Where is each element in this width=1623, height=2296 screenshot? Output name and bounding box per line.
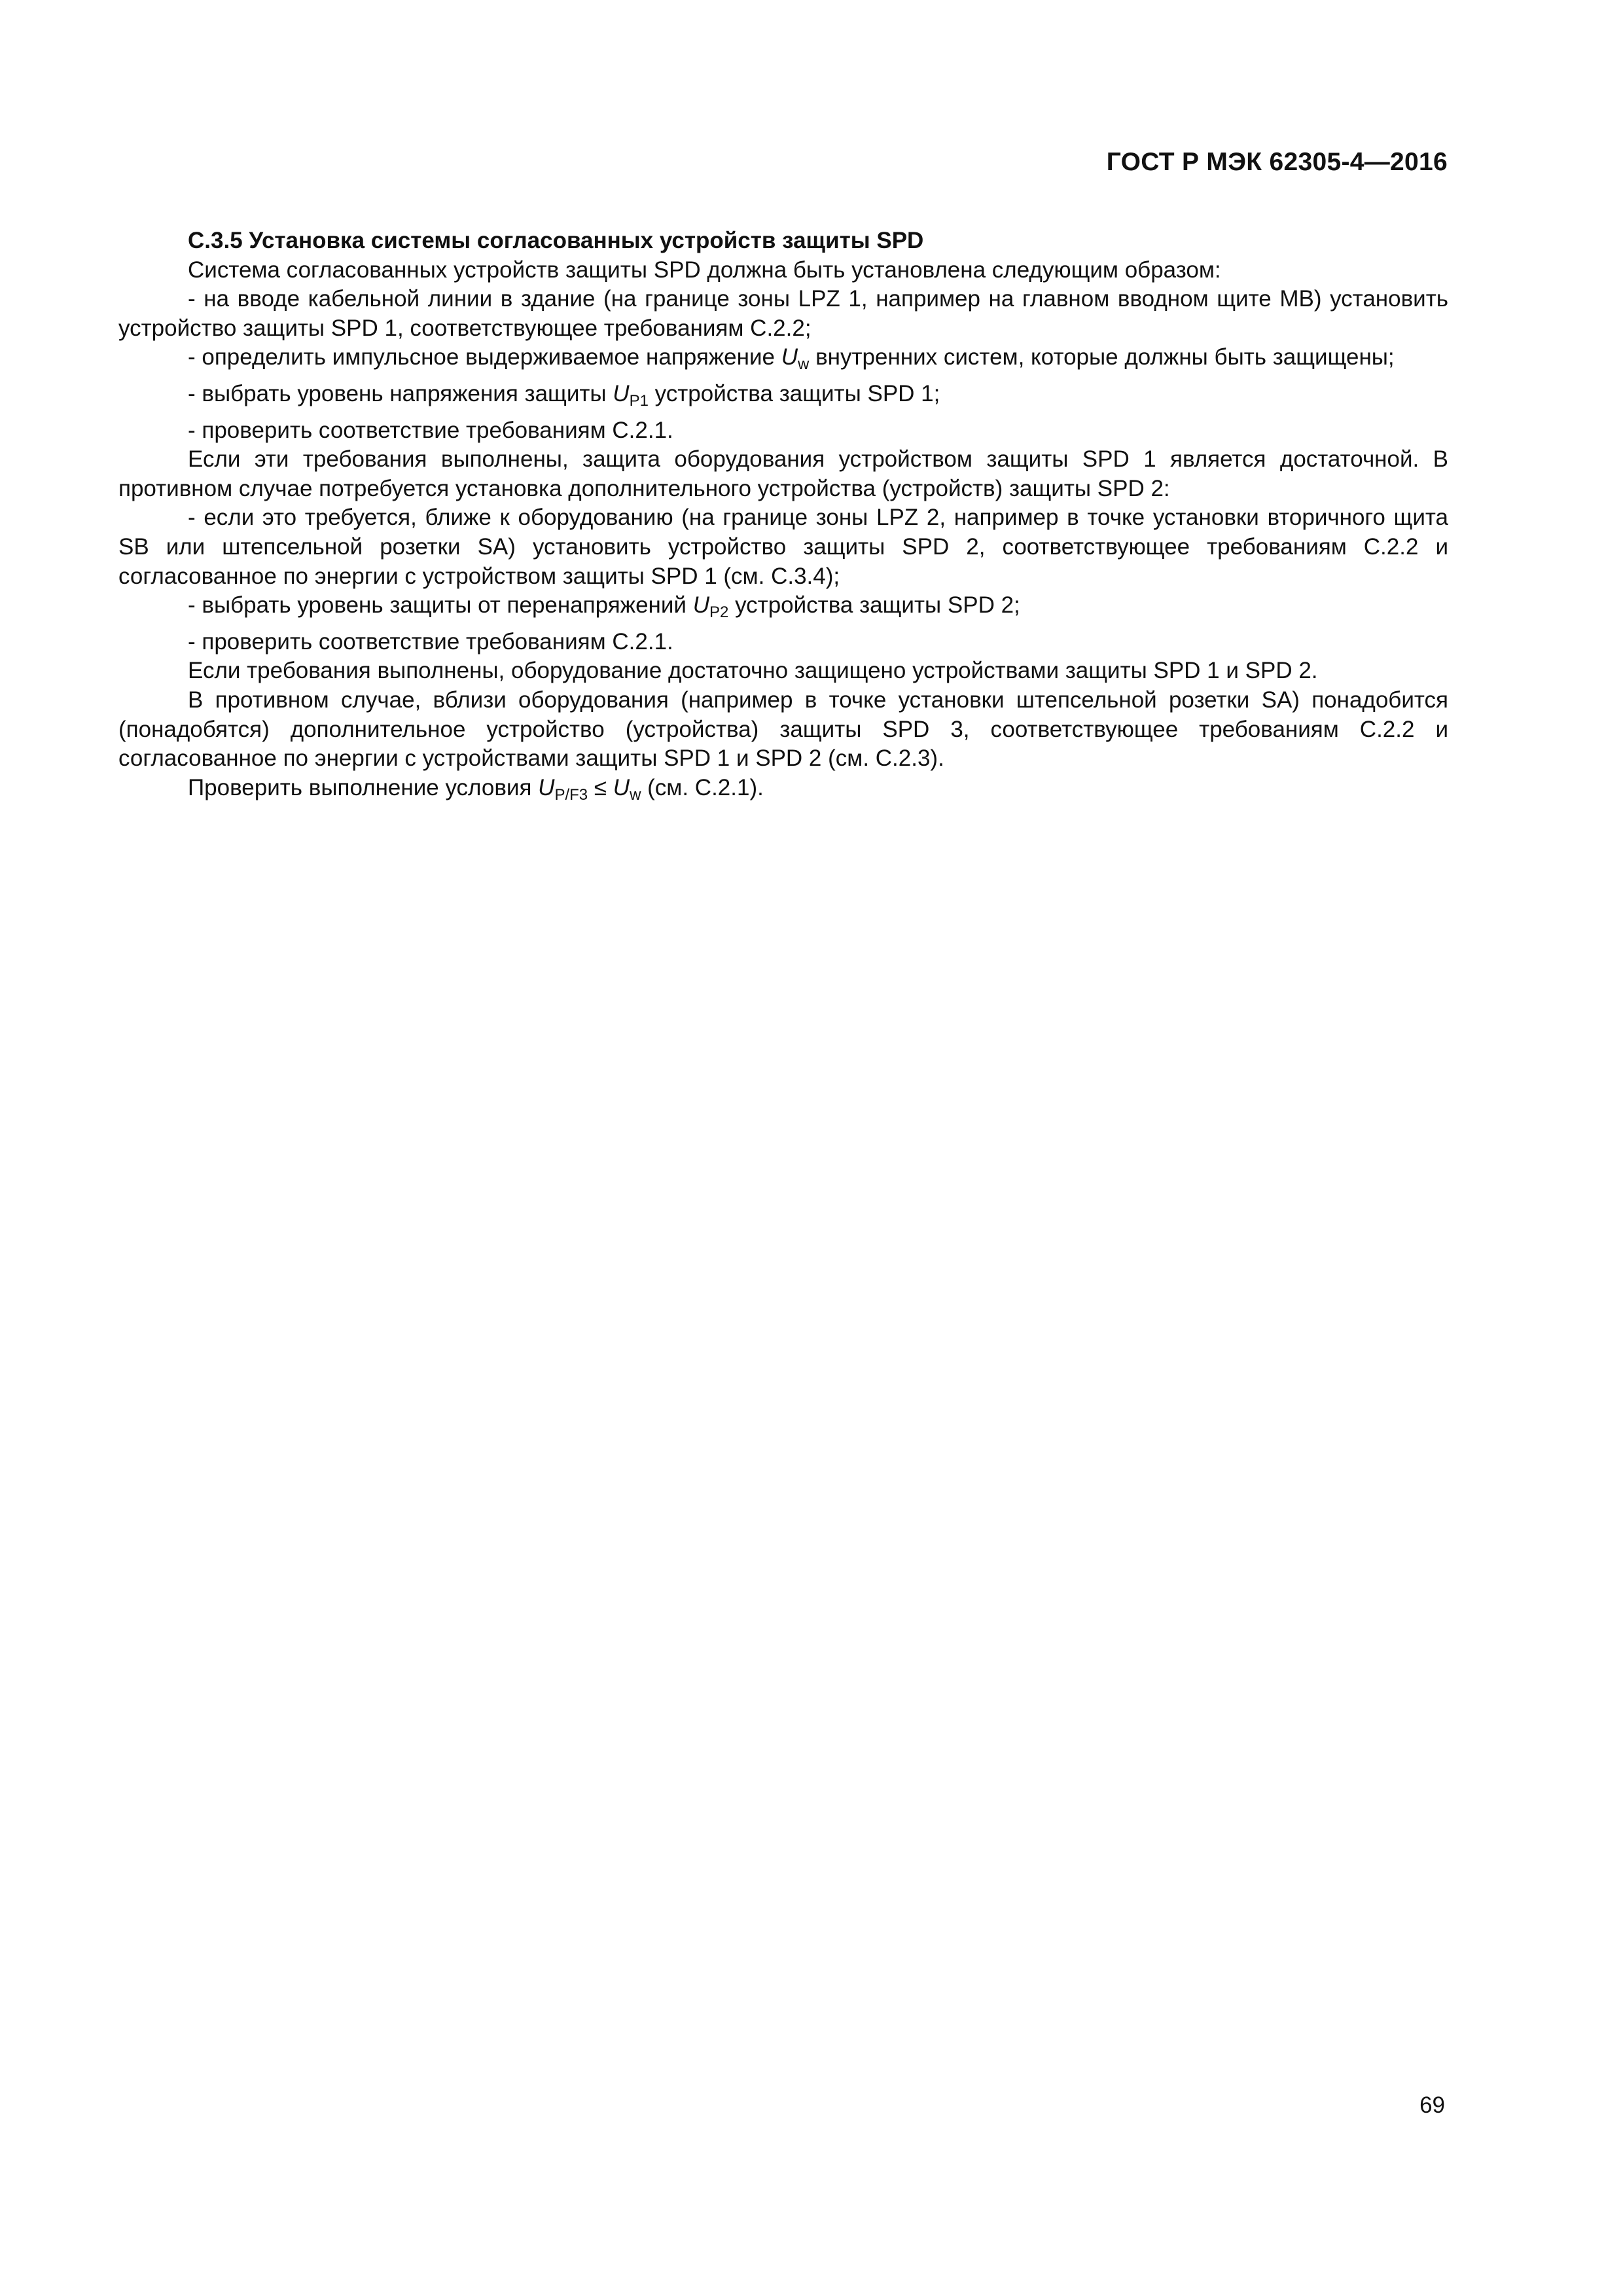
variable-u: U (692, 592, 709, 619)
text: внутренних систем, которые должны быть защищены; (809, 344, 1395, 370)
subscript: P2 (709, 603, 729, 622)
text: - выбрать уровень защиты от перенапряжений (188, 592, 693, 619)
text: устройства защиты SPD 2; (728, 592, 1020, 619)
list-item-check: - проверить соответствие требованиям С.2.1. (188, 628, 673, 655)
document-header: ГОСТ Р МЭК 62305-4—2016 (1106, 148, 1448, 176)
list-item-up2 (118, 591, 1448, 628)
paragraph-spd1: Если эти требования выполнены, защита оборудования устройством защиты SPD 1 является достаточной. В противном случае потребуется установка дополнительного устройства (устройств) защиты SPD 2: (118, 446, 1448, 501)
text: ≤ (588, 774, 613, 800)
section-body (118, 226, 1448, 810)
subscript: P1 (629, 391, 649, 410)
paragraph-spd12: Если требования выполнены, оборудование достаточно защищено устройствами защиты SPD 1 и SPD 2. (188, 658, 1318, 684)
list-item-uw (118, 343, 1448, 380)
section-heading: С.3.5 Установка системы согласованных устройств защиты SPD (188, 228, 924, 253)
final-condition (118, 774, 1448, 810)
text: Проверить выполнение условия (188, 774, 539, 800)
intro-paragraph: Система согласованных устройств защиты SPD должна быть установлена следующим образом: (188, 257, 1221, 283)
list-item-check: - проверить соответствие требованиям С.2.1. (188, 417, 673, 443)
variable-u: U (613, 380, 630, 406)
text: - определить импульсное выдерживаемое напряжение (188, 344, 781, 370)
subscript: w (798, 355, 810, 374)
variable-u: U (781, 344, 798, 370)
text: устройства защиты SPD 1; (648, 380, 940, 406)
list-item: - на вводе кабельной линии в здание (на границе зоны LPZ 1, например на главном вводном щите MB) установить устройство защиты SPD 1, соответствующее требованиям С.2.2; (118, 286, 1448, 341)
text: (см. С.2.1). (641, 774, 764, 800)
list-item-spd2: - если это требуется, ближе к оборудованию (на границе зоны LPZ 2, например в точке установки вторичного щита SB или штепсельной розетки SA) установить устройство защиты SPD 2, соответствующее требованиям С.2.2 и согласованное по энергии с устройством защиты SPD 1 (см. С.3.4); (118, 505, 1448, 589)
subscript: P/F3 (554, 785, 588, 804)
text: - выбрать уровень напряжения защиты (188, 380, 613, 406)
list-item-up1 (118, 380, 1448, 416)
variable-u: U (613, 774, 630, 800)
page-number: 69 (1419, 2092, 1445, 2118)
paragraph-spd3: В противном случае, вблизи оборудования (например в точке установки штепсельной розетки SA) понадобится (понадобятся) дополнительное устройство (устройства) защиты SPD 3, соответствующее требованиям С.2.2 и согласованное по энергии с устройствами защиты SPD 1 и SPD 2 (см. С.2.3). (118, 687, 1448, 772)
variable-u: U (538, 774, 555, 800)
subscript: w (630, 785, 641, 804)
